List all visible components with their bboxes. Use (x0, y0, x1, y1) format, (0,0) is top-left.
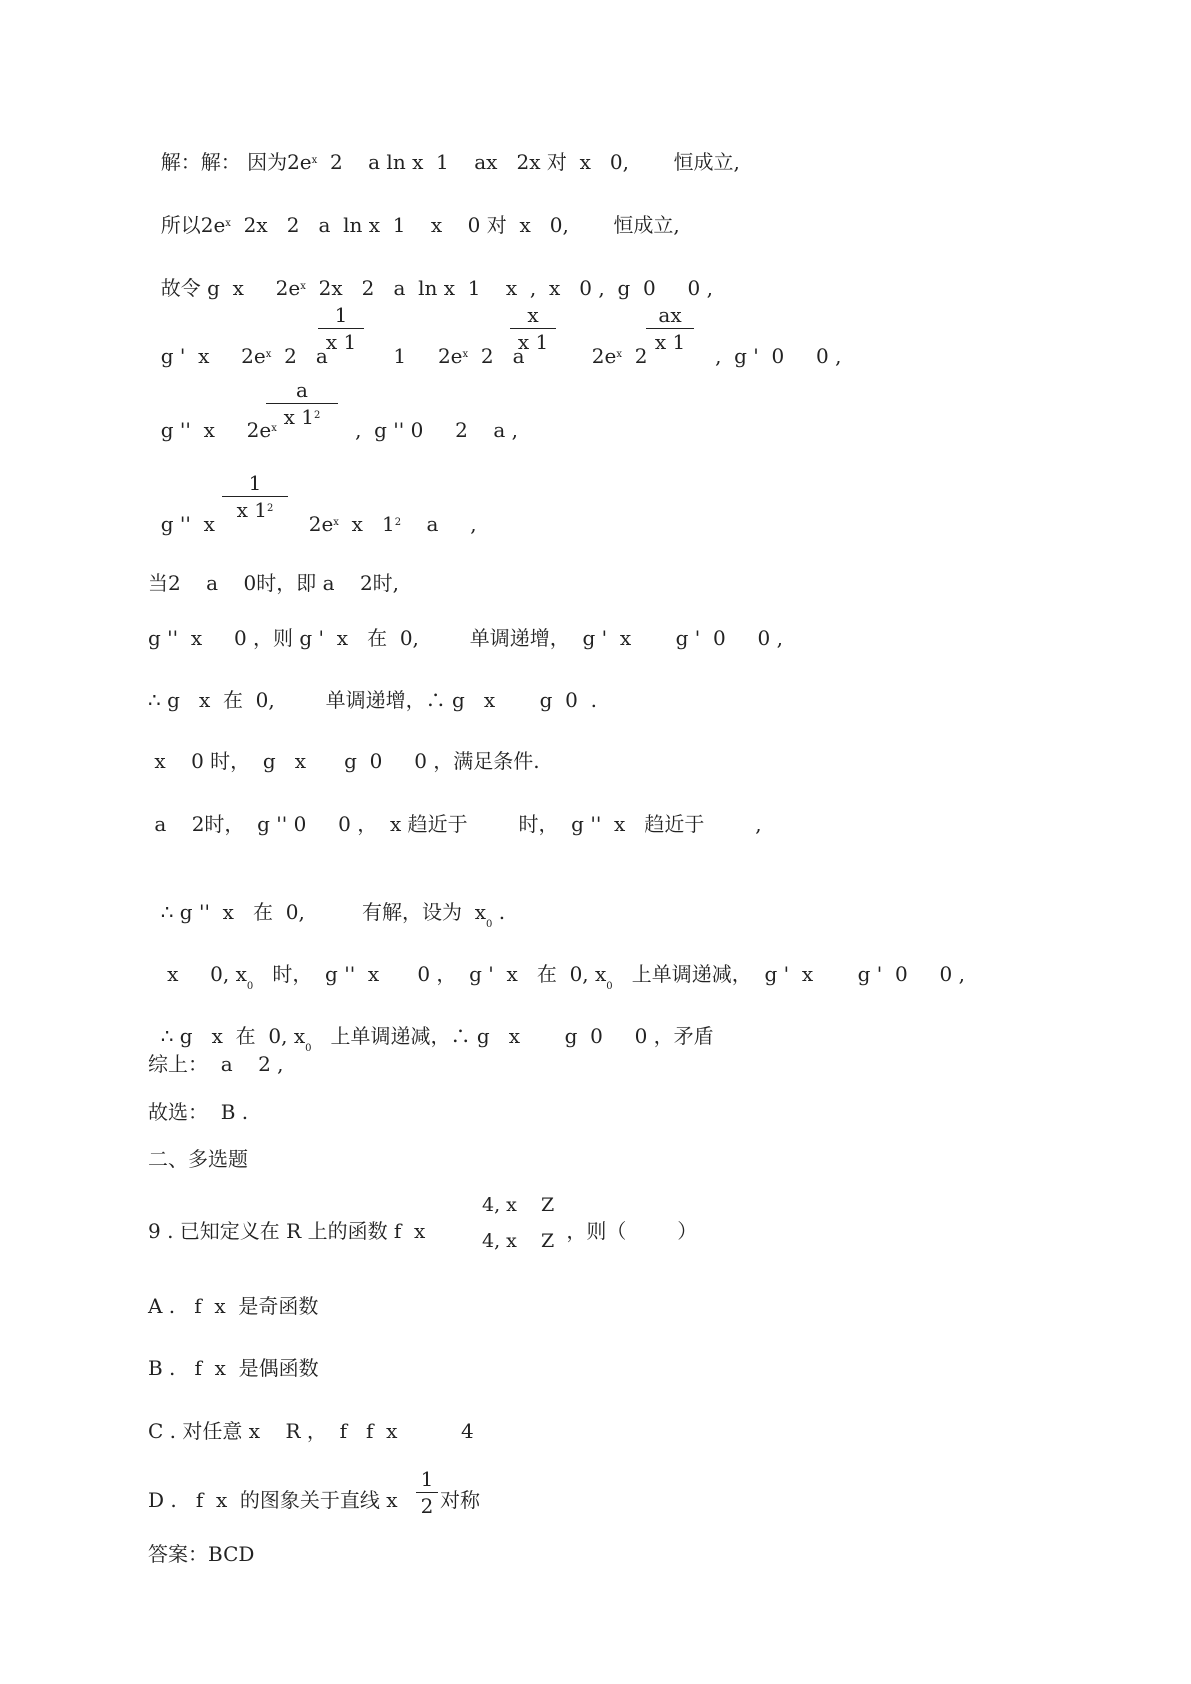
denominator: 2 (420, 1494, 434, 1518)
text: . (492, 900, 506, 924)
question-9-stem: 9 . 已知定义在 R 上的函数 f x (148, 1219, 426, 1243)
denominator-text: x 1 (283, 405, 314, 429)
exponent: x (462, 349, 469, 360)
exponent: x (300, 281, 306, 292)
text: 1 2e (380, 344, 463, 368)
subscript: 0 (486, 919, 493, 930)
subscript: 0 (305, 1043, 312, 1054)
denominator: x 1 (517, 330, 549, 354)
numerator: 1 (334, 303, 348, 327)
text: 所以2e (160, 213, 226, 237)
solution-line-6-end (296, 488, 477, 536)
text: x 0, x (160, 962, 247, 986)
fraction-bar (510, 328, 556, 329)
option-a: A . f x 是奇函数 (148, 1294, 319, 1318)
solution-line-3 (148, 248, 713, 301)
denominator: x 1 (654, 330, 686, 354)
numerator: a (296, 378, 308, 402)
exponent: 2 (314, 410, 321, 421)
text: 故令 g x 2e (160, 276, 301, 300)
text: , g '' 0 2 a , (348, 418, 518, 442)
exponent: x (311, 155, 318, 166)
solution-line-5 (148, 394, 277, 442)
option-b: B . f x 是偶函数 (148, 1356, 319, 1380)
option-d-end: 对称 (440, 1488, 480, 1512)
solution-line-13 (148, 934, 965, 992)
fraction-1-over-x-plus-1-squared (222, 471, 288, 522)
solution-line-1 (148, 122, 740, 175)
solution-line-12 (148, 872, 505, 930)
text: ∴ g '' x 在 0, 有解，设为 x (160, 900, 487, 924)
solution-line-7: 当2 a 0时，即 a 2时, (148, 571, 400, 595)
solution-line-6 (148, 488, 215, 536)
fraction-bar (646, 328, 694, 329)
solution-line-2 (148, 185, 680, 238)
fraction-1-over-x-plus-1 (318, 303, 364, 354)
denominator-text: x 1 (236, 498, 267, 522)
exponent: x (616, 349, 622, 360)
solution-line-5-end (336, 394, 518, 442)
fraction-bar (222, 496, 288, 497)
solution-line-4-end (696, 320, 841, 368)
numerator: x (527, 303, 539, 327)
text: 上单调递减， g ' x g ' 0 0 , (612, 962, 965, 986)
fraction-bar (266, 403, 338, 404)
piecewise-case-2: 4, x Z (482, 1230, 555, 1252)
text: 上单调递减，∴ g x g 0 0 ，矛盾 (311, 1024, 714, 1048)
choice-line: 故选： B . (148, 1100, 249, 1124)
numerator: 1 (420, 1467, 434, 1491)
piecewise-case-1: 4, x Z (482, 1194, 555, 1216)
exponent: x (333, 517, 339, 528)
solution-line-10: x 0 时， g x g 0 0 ，满足条件. (148, 749, 540, 773)
text: , g ' 0 0 , (708, 344, 842, 368)
numerator: 1 (248, 471, 262, 495)
fraction-one-half (416, 1467, 438, 1518)
denominator: x 1 (325, 330, 357, 354)
solution-line-4-right (560, 320, 647, 368)
text: g '' x (160, 512, 215, 536)
text: 2x 2 a ln x 1 x 0 对 x 0, 恒成立, (230, 213, 680, 237)
section-heading: 二、多选题 (148, 1147, 248, 1171)
exponent: 2 (267, 503, 274, 514)
exponent: x (265, 349, 272, 360)
text: ∴ g x 在 0, x (160, 1024, 306, 1048)
denominator (266, 405, 338, 429)
option-c: C . 对任意 x R ， f f x 4 (148, 1419, 474, 1443)
solution-line-11: a 2时， g '' 0 0 ， x 趋近于 时， g '' x 趋近于 , (148, 812, 762, 836)
conclusion-line: 综上： a 2 , (148, 1052, 284, 1076)
solution-line-9: ∴ g x 在 0, 单调递增，∴ g x g 0 . (148, 688, 597, 712)
text: g '' x 2e (160, 418, 272, 442)
subscript: 0 (606, 981, 613, 992)
text: x 1 (338, 512, 395, 536)
text: a , (401, 512, 477, 536)
solution-line-14 (148, 996, 714, 1054)
question-9-end: ，则（ ） (560, 1219, 698, 1243)
fraction-bar (416, 1492, 438, 1493)
exponent: x (225, 218, 231, 229)
text: 2e (572, 344, 617, 368)
subscript: 0 (246, 981, 254, 992)
fraction-bar (318, 328, 364, 329)
text: 2x 2 a ln x 1 x , x 0 , g 0 0 , (305, 276, 713, 300)
fraction-x-over-x-plus-1 (510, 303, 556, 354)
text: 2 a ln x 1 ax 2x 对 x 0, 恒成立, (317, 150, 740, 174)
answer-line: 答案：BCD (148, 1542, 255, 1566)
option-d: D . f x 的图象关于直线 x (148, 1488, 398, 1512)
text: 2e (308, 512, 334, 536)
text: 2 (622, 344, 648, 368)
denominator (222, 498, 288, 522)
solution-line-8: g '' x 0 ，则 g ' x 在 0, 单调递增， g ' x g ' 0 0 , (148, 626, 783, 650)
fraction-a-over-x-plus-1-squared (266, 378, 338, 429)
text: 时， g '' x 0 ， g ' x 在 0, x (253, 962, 607, 986)
text: 2 a (271, 344, 328, 368)
text: g ' x 2e (160, 344, 266, 368)
solution-line-4-middle (368, 320, 525, 368)
text: 解：解： 因为2e (160, 150, 312, 174)
solution-line-4 (148, 320, 328, 368)
numerator: ax (658, 303, 682, 327)
fraction-ax-over-x-plus-1 (646, 303, 694, 354)
exponent: x (271, 423, 277, 434)
exponent: 2 (394, 517, 402, 528)
text: 2 a (468, 344, 525, 368)
